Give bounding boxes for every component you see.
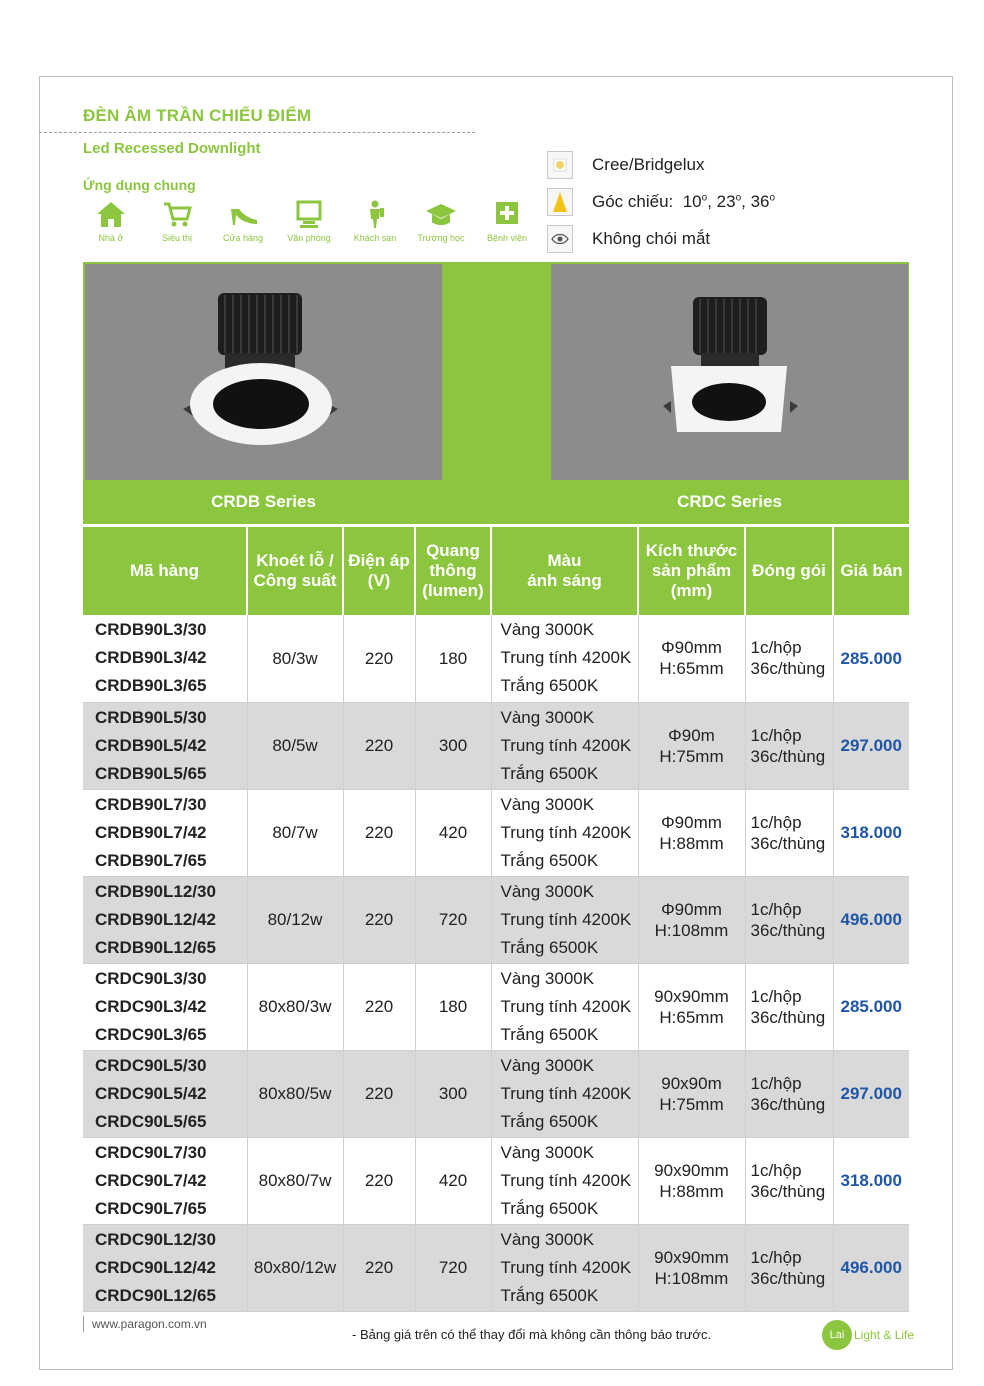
application-office: Văn phòng — [276, 199, 342, 243]
cell-code: CRDB90L5/30 CRDB90L5/42 CRDB90L5/65 — [83, 702, 247, 789]
table-row — [83, 876, 909, 963]
brand-logo — [822, 1320, 914, 1350]
cell-pack: 1c/hộp 36c/thùng — [745, 702, 833, 789]
cell-hole: 80x80/12w — [247, 1224, 343, 1311]
website-link[interactable]: www.paragon.com.vn — [83, 1316, 207, 1332]
feature-angle — [547, 183, 775, 220]
cell-voltage: 220 — [343, 615, 415, 702]
table-row — [83, 702, 909, 789]
header-flux: Quang thông (lumen) — [415, 527, 491, 615]
feature-glare — [547, 220, 775, 257]
page-subtitle: Led Recessed Downlight — [83, 140, 261, 157]
application-hospital: Bệnh viện — [474, 199, 540, 243]
cell-code: CRDC90L3/30 CRDC90L3/42 CRDC90L3/65 — [83, 963, 247, 1050]
led-chip-icon — [547, 151, 573, 179]
applications-label: Ứng dụng chung — [83, 177, 196, 193]
application-school: Trường học — [408, 199, 474, 243]
cell-flux: 300 — [415, 702, 491, 789]
round-downlight-image — [85, 264, 442, 480]
crdb-series-label: CRDB Series — [211, 492, 316, 511]
cell-voltage: 220 — [343, 789, 415, 876]
price-table — [83, 527, 909, 1312]
feature-list — [547, 146, 775, 257]
application-home: Nhà ở — [78, 199, 144, 243]
crdc-series-label: CRDC Series — [677, 492, 782, 511]
crdb-photo — [85, 264, 442, 480]
table-row — [83, 963, 909, 1050]
feature-chip-text: Cree/Bridgelux — [592, 154, 705, 174]
cell-pack: 1c/hộp 36c/thùng — [745, 615, 833, 702]
table-row — [83, 1050, 909, 1137]
eye-icon — [547, 225, 573, 253]
title-divider — [39, 132, 475, 133]
cell-flux: 420 — [415, 1137, 491, 1224]
product-panel — [83, 262, 909, 524]
cell-price: 496.000 — [833, 876, 909, 963]
header-hole: Khoét lỗ / Công suất — [247, 527, 343, 615]
computer-icon — [293, 199, 325, 229]
cell-size: Φ90mm H:108mm — [638, 876, 745, 963]
beam-angle-icon — [547, 188, 573, 216]
cell-price: 496.000 — [833, 1224, 909, 1311]
header-price: Giá bán — [833, 527, 909, 615]
cell-hole: 80x80/7w — [247, 1137, 343, 1224]
cell-flux: 180 — [415, 963, 491, 1050]
feature-angle-text: Góc chiếu: 10$^o$, 23$^o$, 36$^o$ — [592, 191, 776, 211]
cell-color: Vàng 3000K Trung tính 4200K Trắng 6500K — [491, 1137, 638, 1224]
cell-code: CRDC90L5/30 CRDC90L5/42 CRDC90L5/65 — [83, 1050, 247, 1137]
cell-pack: 1c/hộp 36c/thùng — [745, 1050, 833, 1137]
cell-hole: 80/5w — [247, 702, 343, 789]
cell-price: 285.000 — [833, 615, 909, 702]
cell-pack: 1c/hộp 36c/thùng — [745, 876, 833, 963]
cell-code: CRDB90L3/30 CRDB90L3/42 CRDB90L3/65 — [83, 615, 247, 702]
cell-pack: 1c/hộp 36c/thùng — [745, 789, 833, 876]
cell-code: CRDB90L12/30 CRDB90L12/42 CRDB90L12/65 — [83, 876, 247, 963]
cell-voltage: 220 — [343, 876, 415, 963]
page-title: ĐÈN ÂM TRẦN CHIẾU ĐIỂM — [83, 106, 312, 125]
cell-color: Vàng 3000K Trung tính 4200K Trắng 6500K — [491, 1050, 638, 1137]
cell-flux: 420 — [415, 789, 491, 876]
table-header-row — [83, 527, 909, 615]
cell-color: Vàng 3000K Trung tính 4200K Trắng 6500K — [491, 876, 638, 963]
cell-color: Vàng 3000K Trung tính 4200K Trắng 6500K — [491, 615, 638, 702]
cell-voltage: 220 — [343, 1050, 415, 1137]
cell-price: 318.000 — [833, 1137, 909, 1224]
cell-color: Vàng 3000K Trung tính 4200K Trắng 6500K — [491, 963, 638, 1050]
cell-size: Φ90mm H:65mm — [638, 615, 745, 702]
cell-hole: 80x80/3w — [247, 963, 343, 1050]
cell-pack: 1c/hộp 36c/thùng — [745, 1137, 833, 1224]
cell-color: Vàng 3000K Trung tính 4200K Trắng 6500K — [491, 702, 638, 789]
header-pack: Đóng gói — [745, 527, 833, 615]
graduation-cap-icon — [425, 199, 457, 229]
table-row — [83, 789, 909, 876]
header-size: Kích thước sản phẩm (mm) — [638, 527, 745, 615]
cell-price: 297.000 — [833, 702, 909, 789]
cell-size: 90x90mm H:65mm — [638, 963, 745, 1050]
cell-flux: 300 — [415, 1050, 491, 1137]
cell-code: CRDC90L7/30 CRDC90L7/42 CRDC90L7/65 — [83, 1137, 247, 1224]
table-row — [83, 1137, 909, 1224]
cell-size: Φ90m H:75mm — [638, 702, 745, 789]
cell-code: CRDC90L12/30 CRDC90L12/42 CRDC90L12/65 — [83, 1224, 247, 1311]
high-heel-icon — [227, 199, 259, 229]
cell-size: Φ90mm H:88mm — [638, 789, 745, 876]
cell-code: CRDB90L7/30 CRDB90L7/42 CRDB90L7/65 — [83, 789, 247, 876]
cart-icon — [161, 199, 193, 229]
header-code: Mã hàng — [83, 527, 247, 615]
cell-voltage: 220 — [343, 963, 415, 1050]
application-shop: Cửa hàng — [210, 199, 276, 243]
cell-price: 297.000 — [833, 1050, 909, 1137]
cell-voltage: 220 — [343, 1224, 415, 1311]
table-row — [83, 615, 909, 702]
cell-voltage: 220 — [343, 702, 415, 789]
header-voltage: Điện áp (V) — [343, 527, 415, 615]
price-note: - Bảng giá trên có thể thay đổi mà không cần thông báo trước. — [352, 1327, 712, 1342]
medical-cross-icon — [491, 199, 523, 229]
brand-text: Light & Life — [854, 1328, 915, 1342]
crdc-photo — [551, 264, 908, 480]
square-downlight-image — [551, 264, 908, 480]
cell-flux: 180 — [415, 615, 491, 702]
bellboy-icon — [359, 199, 391, 229]
cell-color: Vàng 3000K Trung tính 4200K Trắng 6500K — [491, 1224, 638, 1311]
cell-size: 90x90m H:75mm — [638, 1050, 745, 1137]
application-icons — [78, 199, 540, 243]
header-color: Màu ánh sáng — [491, 527, 638, 615]
cell-flux: 720 — [415, 876, 491, 963]
house-icon — [95, 199, 127, 229]
cell-price: 318.000 — [833, 789, 909, 876]
cell-price: 285.000 — [833, 963, 909, 1050]
cell-flux: 720 — [415, 1224, 491, 1311]
application-supermarket: Siêu thị — [144, 199, 210, 243]
table-row — [83, 1224, 909, 1311]
cell-hole: 80/7w — [247, 789, 343, 876]
cell-hole: 80/12w — [247, 876, 343, 963]
cell-voltage: 220 — [343, 1137, 415, 1224]
cell-pack: 1c/hộp 36c/thùng — [745, 963, 833, 1050]
cell-hole: 80x80/5w — [247, 1050, 343, 1137]
cell-hole: 80/3w — [247, 615, 343, 702]
cell-color: Vàng 3000K Trung tính 4200K Trắng 6500K — [491, 789, 638, 876]
cell-size: 90x90mm H:108mm — [638, 1224, 745, 1311]
cell-pack: 1c/hộp 36c/thùng — [745, 1224, 833, 1311]
application-hotel: Khách sạn — [342, 199, 408, 243]
cell-size: 90x90mm H:88mm — [638, 1137, 745, 1224]
feature-chip — [547, 146, 775, 183]
brand-circle: Lai — [822, 1320, 852, 1350]
feature-glare-text: Không chói mắt — [592, 228, 711, 248]
